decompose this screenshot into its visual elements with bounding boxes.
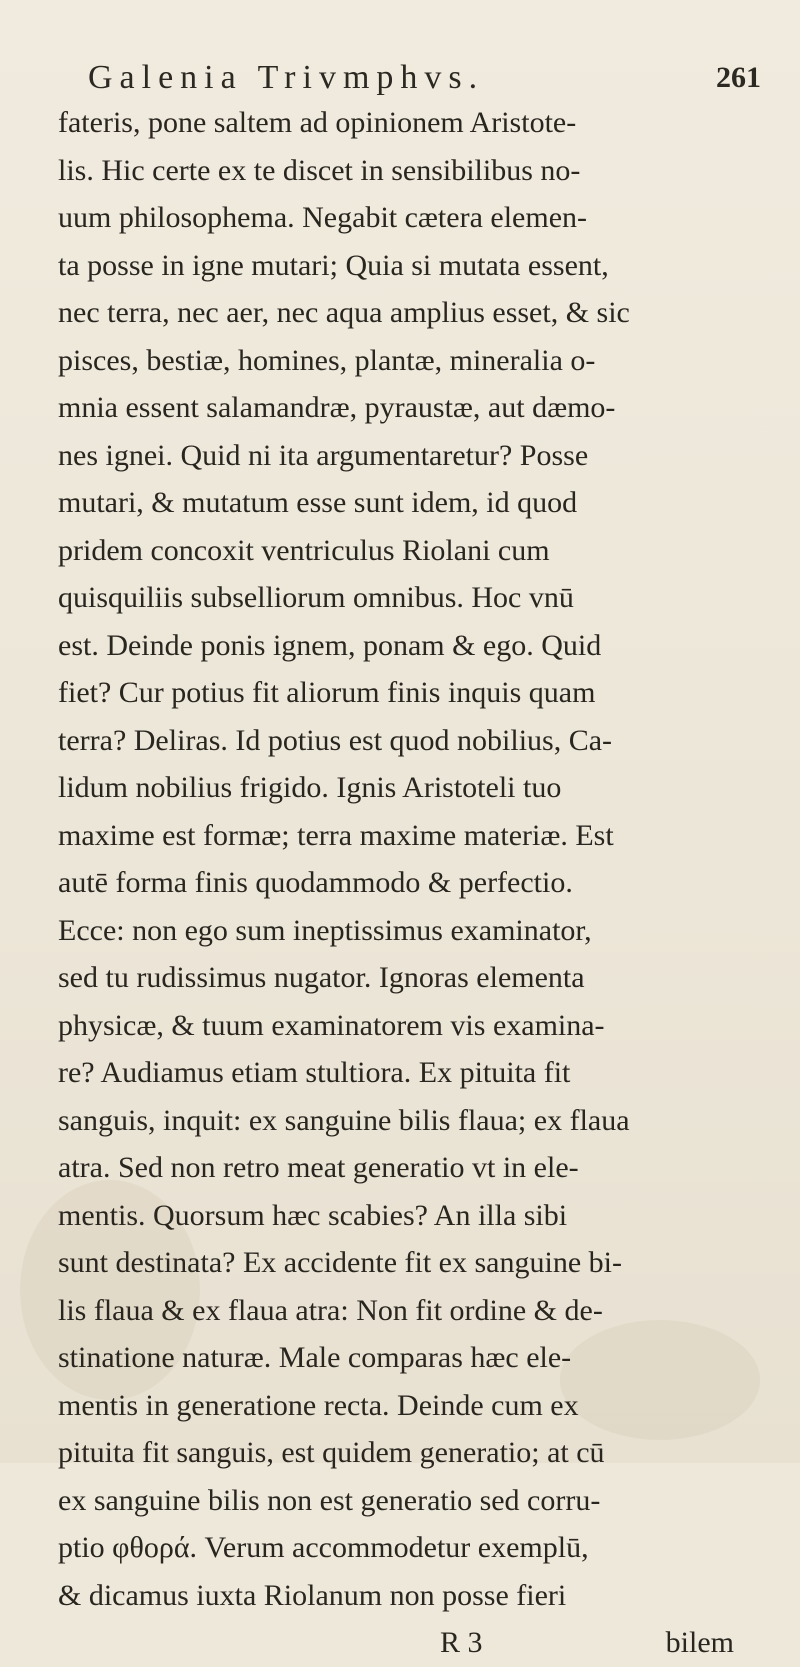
text-line: est. Deinde ponis ignem, ponam & ego. Quid — [58, 628, 602, 662]
page-footer — [58, 1619, 758, 1667]
text-line: lidum nobilius frigido. Ignis Aristoteli tuo — [58, 771, 562, 804]
running-head: Galenia Trivmphvs. — [88, 59, 485, 96]
text-line: nes ignei. Quid ni ita argumentaretur? Posse — [58, 438, 589, 472]
text-line: fateris, pone saltem ad opinionem Aristote- — [58, 106, 577, 139]
text-line: terra? Deliras. Id potius est quod nobilius, Ca- — [58, 723, 613, 757]
page-number: 261 — [716, 61, 761, 94]
text-line: physicæ, & tuum examinatorem vis examina- — [58, 1008, 605, 1042]
text-line: sunt destinata? Ex accidente fit ex sanguine bi- — [58, 1246, 622, 1279]
text-line: fiet? Cur potius fit aliorum finis inquis quam — [58, 676, 596, 709]
text-line: & dicamus iuxta Riolanum non posse fieri — [58, 1578, 567, 1612]
text-line: re? Audiamus etiam stultiora. Ex pituita fit — [58, 1056, 571, 1089]
text-line: mentis in generatione recta. Deinde cum ex — [58, 1388, 579, 1422]
body-text — [58, 99, 758, 1667]
text-line: maxime est formæ; terra maxime materiæ. Est — [58, 818, 614, 852]
page-header — [0, 58, 800, 98]
text-line: ptio φθορά. Verum accommodetur exemplū, — [58, 1531, 589, 1564]
text-line: atra. Sed non retro meat generatio vt in ele- — [58, 1151, 579, 1184]
text-line: ta posse in igne mutari; Quia si mutata essent, — [58, 248, 609, 282]
text-line: pridem concoxit ventriculus Riolani cum — [58, 533, 550, 567]
text-line: mnia essent salamandræ, pyraustæ, aut dæmo- — [58, 391, 616, 424]
text-line: mutari, & mutatum esse sunt idem, id quod — [58, 486, 578, 519]
text-line: sanguis, inquit: ex sanguine bilis flaua; ex flaua — [58, 1103, 630, 1137]
text-line: Ecce: non ego sum ineptissimus examinator, — [58, 913, 592, 947]
text-line: lis. Hic certe ex te discet in sensibilibus no- — [58, 153, 581, 187]
text-line: sed tu rudissimus nugator. Ignoras elementa — [58, 961, 585, 994]
text-line: ex sanguine bilis non est generatio sed corru- — [58, 1483, 601, 1517]
text-line: stinatione naturæ. Male comparas hæc ele- — [58, 1341, 572, 1374]
text-line: quisquiliis subselliorum omnibus. Hoc vnū — [58, 581, 574, 614]
signature-mark: R 3 — [440, 1626, 483, 1659]
text-line: lis flaua & ex flaua atra: Non fit ordine & de- — [58, 1293, 603, 1327]
text-line: autē forma finis quodammodo & perfectio. — [58, 866, 573, 899]
text-line: nec terra, nec aer, nec aqua amplius esset, & sic — [58, 296, 630, 329]
text-line: uum philosophema. Negabit cætera elemen- — [58, 201, 587, 234]
catchword: bilem — [665, 1626, 734, 1659]
text-line: pisces, bestiæ, homines, plantæ, mineralia o- — [58, 343, 596, 377]
text-line: mentis. Quorsum hæc scabies? An illa sibi — [58, 1198, 568, 1232]
text-line: pituita fit sanguis, est quidem generatio; at cū — [58, 1436, 605, 1469]
